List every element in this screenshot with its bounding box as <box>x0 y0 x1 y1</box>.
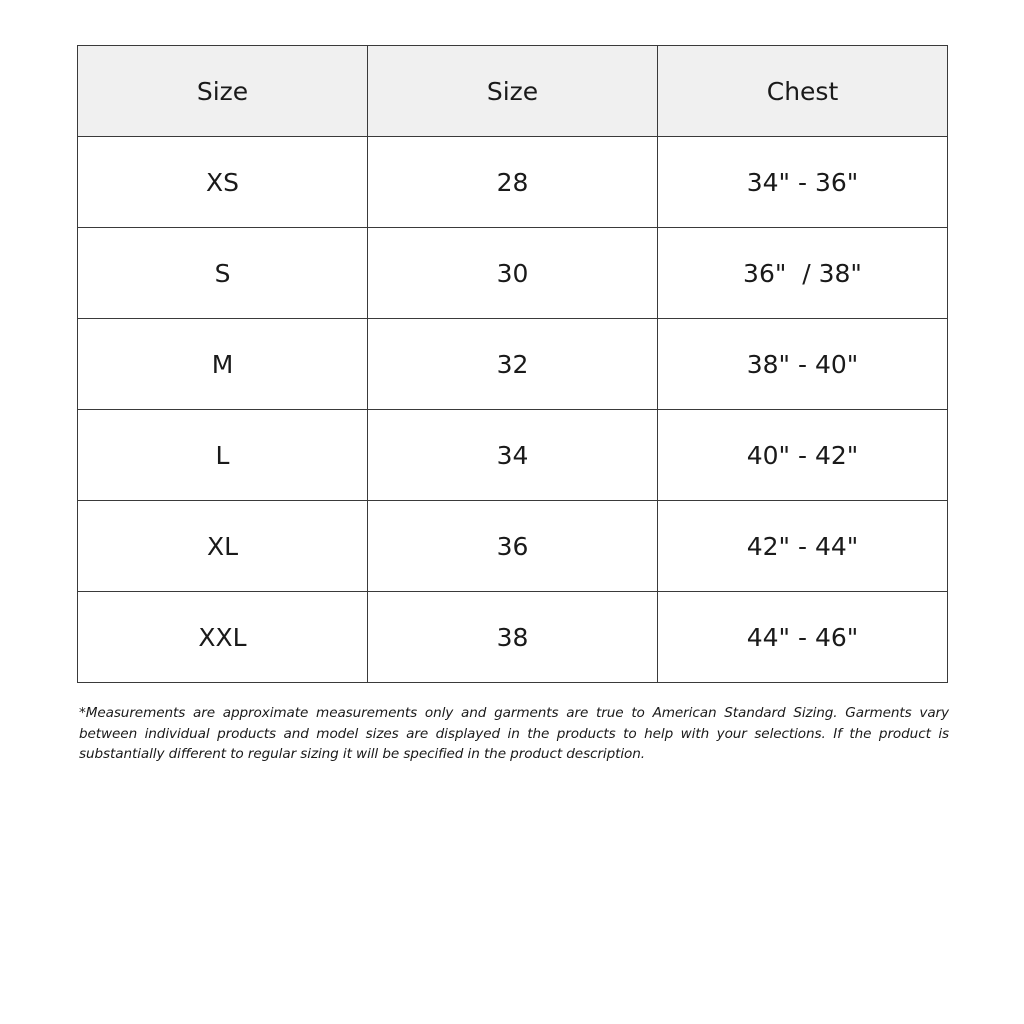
cell-size-number: 38 <box>368 592 658 683</box>
cell-size-letter: XS <box>78 137 368 228</box>
table-row <box>78 592 948 683</box>
cell-size-letter: XXL <box>78 592 368 683</box>
table-row <box>78 137 948 228</box>
cell-chest: 44" - 46" <box>658 592 948 683</box>
cell-size-number: 34 <box>368 410 658 501</box>
table-row <box>78 410 948 501</box>
size-chart-table <box>77 45 948 683</box>
header-size-number: Size <box>368 46 658 137</box>
table-header <box>78 46 948 137</box>
cell-chest: 38" - 40" <box>658 319 948 410</box>
cell-size-letter: L <box>78 410 368 501</box>
cell-chest: 36" / 38" <box>658 228 948 319</box>
header-size-letter: Size <box>78 46 368 137</box>
cell-size-letter: XL <box>78 501 368 592</box>
cell-size-letter: S <box>78 228 368 319</box>
cell-size-number: 30 <box>368 228 658 319</box>
cell-size-number: 36 <box>368 501 658 592</box>
table-body <box>78 137 948 683</box>
table-row <box>78 228 948 319</box>
header-row <box>78 46 948 137</box>
cell-size-number: 32 <box>368 319 658 410</box>
table-row <box>78 319 948 410</box>
cell-size-letter: M <box>78 319 368 410</box>
cell-chest: 34" - 36" <box>658 137 948 228</box>
cell-chest: 42" - 44" <box>658 501 948 592</box>
header-chest: Chest <box>658 46 948 137</box>
cell-size-number: 28 <box>368 137 658 228</box>
measurement-footnote: *Measurements are approximate measurements only and garments are true to American Standard Sizing. Garments vary between individual products and model sizes are displayed in the products to help with your selections. If the product is substantially different to regular sizing it will be specified in the product description. <box>79 705 949 762</box>
cell-chest: 40" - 42" <box>658 410 948 501</box>
table-row <box>78 501 948 592</box>
